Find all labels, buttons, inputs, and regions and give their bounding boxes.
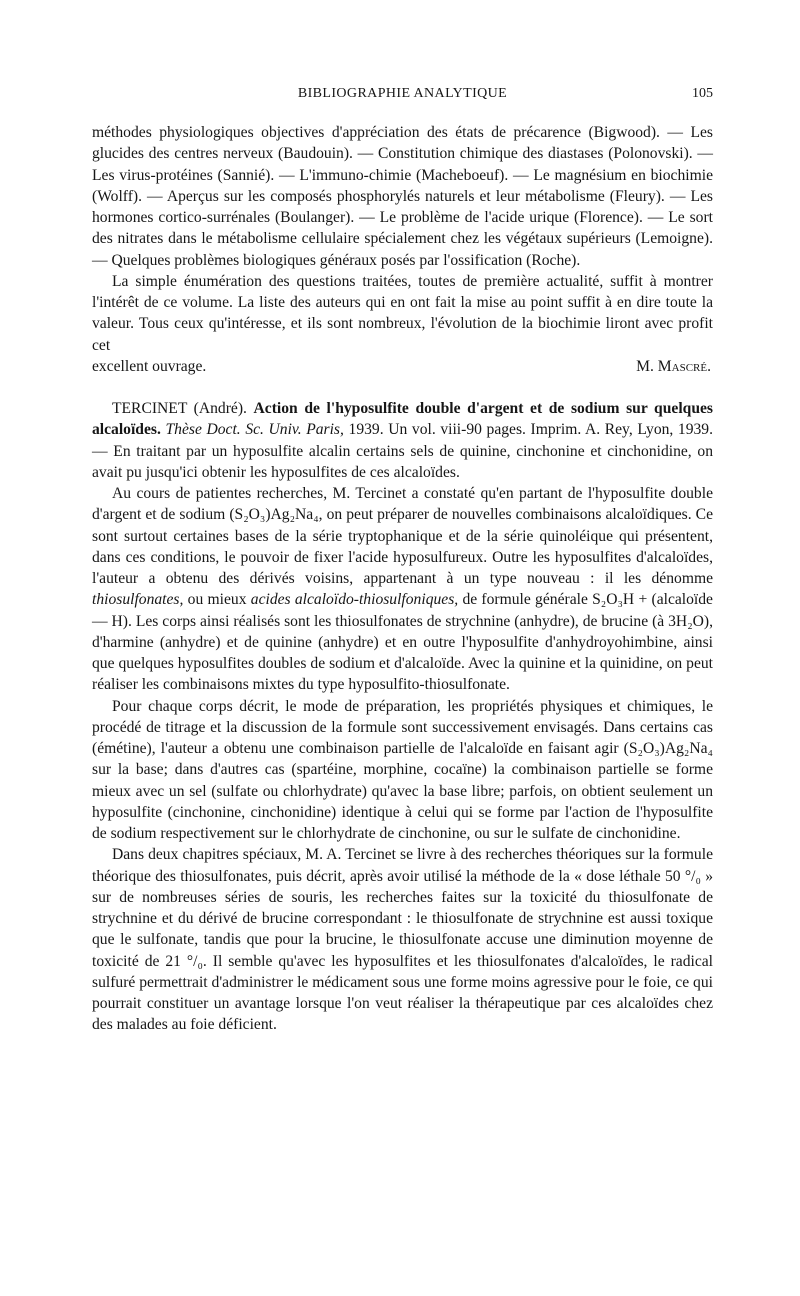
review2-term-acides: acides alcaloïdo-thiosulfoniques, bbox=[250, 591, 459, 609]
review1-signature-line bbox=[92, 356, 713, 377]
review1-signature: M. Mascré. bbox=[636, 357, 711, 375]
running-title: BIBLIOGRAPHIE ANALYTIQUE bbox=[297, 86, 508, 101]
review2-reference: Thèse Doct. Sc. Univ. Paris, bbox=[165, 421, 344, 439]
review2-paragraph-a-text-1: Au cours de patientes recherches, M. Tercinet a constaté qu'en partant de l'hyposulfite double d'argent et de sodium (S₂O₃)Ag₂Na₄, on peut préparer de nouvelles combinaisons alcaloïdiques. Ce sont surtout certaines bases de la série tryptophanique et de la série quinoléique qui présentent, dans ces conditions, le pouvoir de fixer l'acide hyposulfureux. Outre les hyposulfites d'alcaloïdes, l'auteur a obtenu des dérivés voisins, appartenant à un type nouveau : il les dénomme bbox=[92, 485, 713, 587]
page-number: 105 bbox=[692, 86, 713, 101]
running-header bbox=[92, 86, 713, 108]
review2-title: Action de l'hyposulfite double d'argent et de sodium sur quelques alcaloïdes. bbox=[92, 400, 713, 439]
review1-paragraph-1: méthodes physiologiques objectives d'appréciation des états de précarence (Bigwood). — Les glucides des centres nerveux (Baudouin). — Constitution chimique des diastases (Polonovski). — Les virus-protéines (Sannié). — L'immuno-chimie (Macheboeuf). — Le magnésium en biochimie (Wolff). — Aperçus sur les composés phosphorylés naturels et leur métabolisme (Fleury). — Les hormones cortico-surrénales (Boulanger). — Le problème de l'acide urique (Florence). — Le sort des nitrates dans le métabolisme cellulaire spécialement chez les végétaux supérieurs (Lemoigne). — Quelques problèmes biologiques généraux posés par l'ossification (Roche). bbox=[92, 124, 713, 269]
page-body bbox=[92, 122, 713, 1036]
review2-paragraph-a-text-2: ou mieux bbox=[187, 591, 247, 609]
review1-last-words: excellent ouvrage. bbox=[92, 357, 207, 375]
review2-author: TERCINET (André). bbox=[112, 400, 247, 417]
review2-heading bbox=[92, 398, 713, 483]
review2-paragraph-a bbox=[92, 483, 713, 696]
review1-paragraph-2: La simple énumération des questions traitées, toutes de première actualité, suffit à montrer l'intérêt de ce volume. La liste des auteurs qui en ont fait la mise au point suffit à en dire toute la valeur. Tous ceux qu'intéresse, et ils sont nombreux, l'évolution de la biochimie liront avec profit cet bbox=[92, 272, 713, 354]
review2-paragraph-a-text-3: de formule générale S₂O₃H + (alcaloïde — H). Les corps ainsi réalisés sont les thiosulfonates de strychnine (anhydre), de brucine (à 3H₂O), d'harmine (anhydre) et de quinine (anhydre) et en outre l'hyposulfite d'anhydroyohimbine, ainsi que quelques hyposulfites doubles de sodium et d'alcaloïde. Avec la quinine et la quinidine, on peut réaliser les combinaisons mixtes du type hyposulfito-thiosulfonate. bbox=[92, 591, 713, 694]
review2-reference-rest: 1939. Un vol. viii-90 pages. Imprim. A. Rey, Lyon, 1939. — En traitant par un hyposulfite alcalin certains sels de quinine, cinchonine et cinchonidine, on avait pu jusqu'ici obtenir les hyposulfites de ces alcaloïdes. bbox=[92, 421, 714, 481]
spacer bbox=[92, 377, 713, 398]
review2-term-thiosulfonates: thiosulfonates, bbox=[92, 591, 184, 609]
review2-paragraph-b: Pour chaque corps décrit, le mode de préparation, les propriétés physiques et chimiques, le procédé de titrage et la discussion de la formule sont successivement envisagés. Dans certains cas (émétine), l'auteur a obtenu une combinaison partielle de l'alcaloïde en faisant agir (S₂O₃)Ag₂Na₄ sur la base; dans d'autres cas (spartéine, morphine, cocaïne) la combinaison partielle se forme mieux avec un sel (sulfate ou chlorhydrate) qu'avec la base libre; parfois, on obtient seulement un hyposulfite (cinchonine, cinchonidine) identique à celui qui se forme par l'action de l'hyposulfite de sodium respectivement sur le chlorhydrate de cinchonine, ou sur le sulfate de cinchonidine. bbox=[92, 697, 713, 842]
review2-paragraph-c: Dans deux chapitres spéciaux, M. A. Tercinet se livre à des recherches théoriques sur la formule théorique des thiosulfonates, puis décrit, après avoir utilisé la méthode de la « dose léthale 50 °/₀ » sur de nombreuses séries de souris, les recherches faites sur la toxicité du thiosulfonate de strychnine et du dérivé de brucine correspondant : le thiosulfonate de strychnine est aussi toxique que le sulfonate, tandis que pour la brucine, le thiosulfonate accuse une diminution moyenne de toxicité de 21 °/₀. Il semble qu'avec les hyposulfites et les thiosulfonates d'alcaloïdes, le radical sulfuré permettrait d'administrer le médicament sous une forme moins agressive pour le foie, ce qui pourrait constituer un avantage lorsque l'on veut réaliser la thérapeutique par ces alcaloïdes chez des malades au foie déficient. bbox=[92, 846, 713, 1034]
